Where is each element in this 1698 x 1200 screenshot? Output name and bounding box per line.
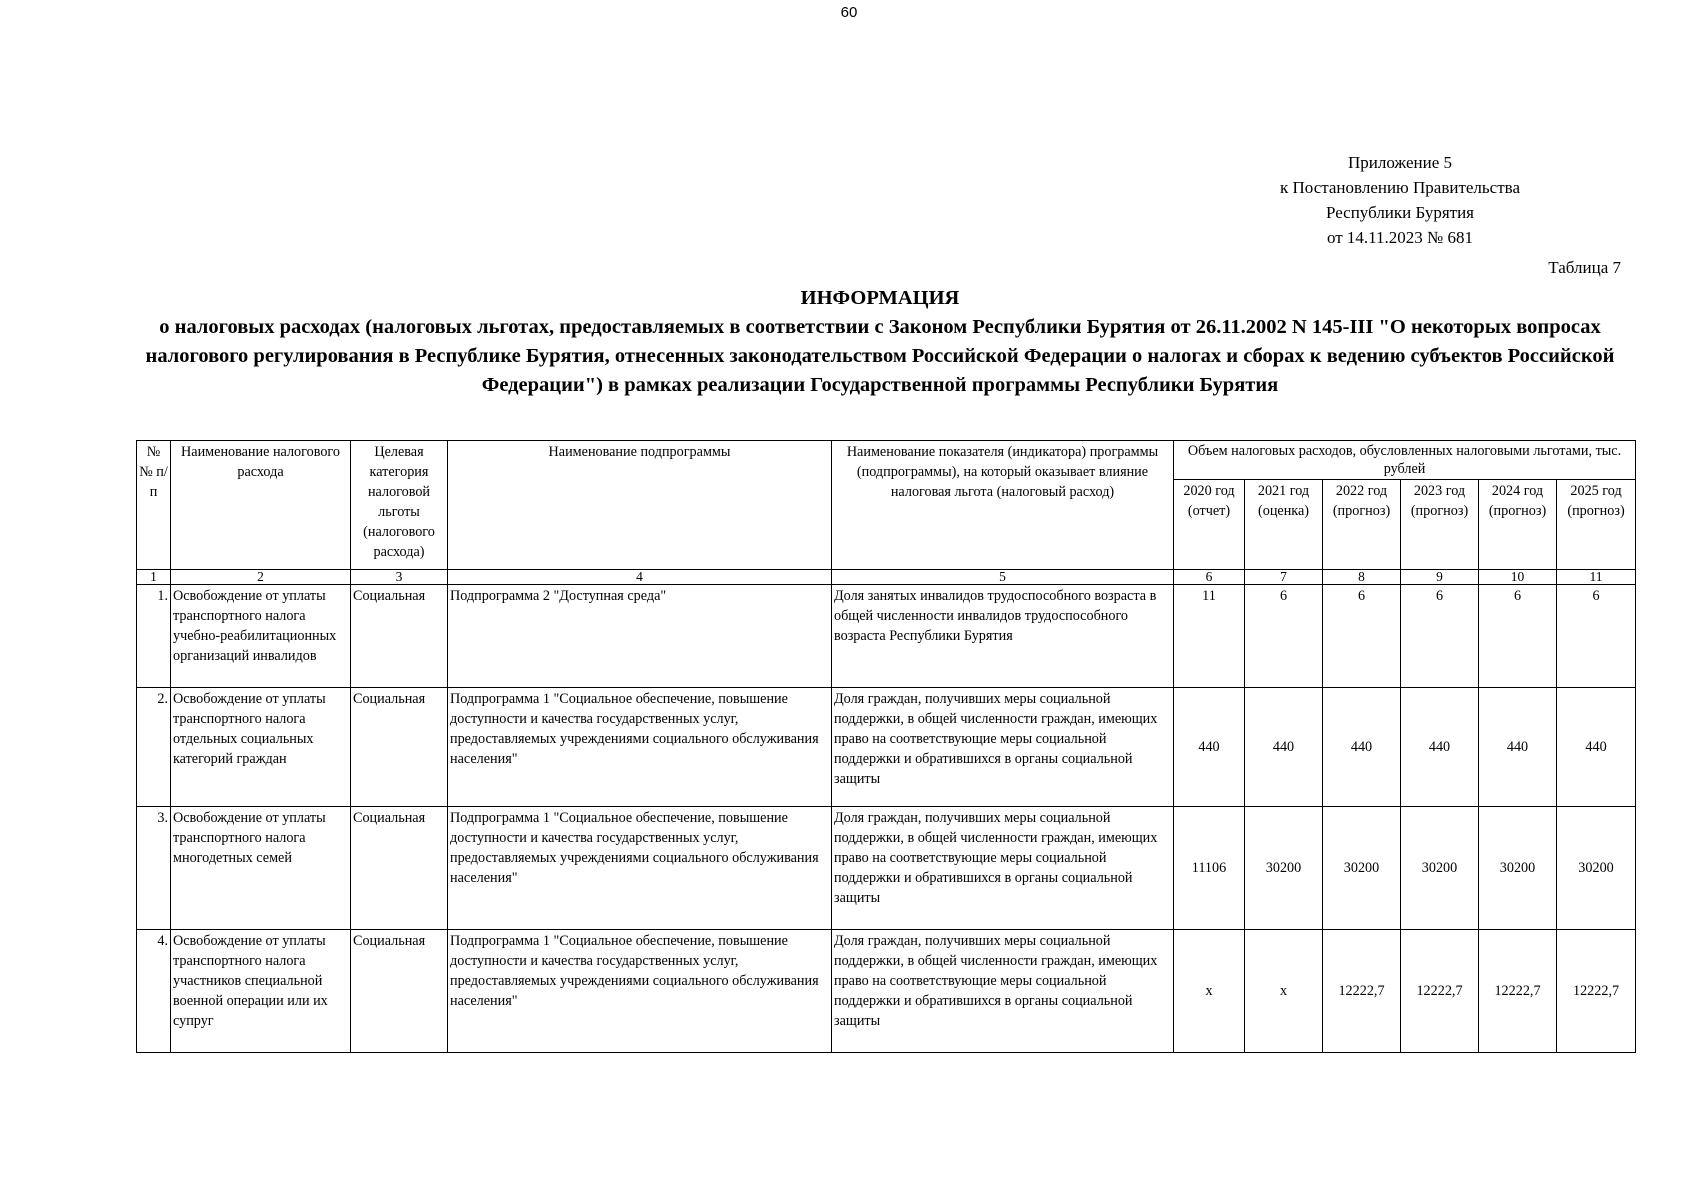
row-value: х: [1174, 930, 1245, 1053]
row-subprogram: Подпрограмма 1 "Социальное обеспечение, повышение доступности и качества государственных услуг, предоставляемых учреждениями социального обслуживания населения": [448, 688, 832, 807]
column-number: 1: [137, 570, 171, 585]
header-num: № № п/п: [137, 441, 171, 570]
column-number: 7: [1245, 570, 1323, 585]
row-subprogram: Подпрограмма 2 "Доступная среда": [448, 585, 832, 688]
row-num: 2.: [137, 688, 171, 807]
column-number: 10: [1479, 570, 1557, 585]
row-value: 11: [1174, 585, 1245, 688]
table-number: Таблица 7: [1548, 258, 1621, 277]
row-value: 6: [1479, 585, 1557, 688]
header-year: 2023 год (прогноз): [1401, 480, 1479, 570]
row-value: 440: [1174, 688, 1245, 807]
row-name: Освобождение от уплаты транспортного налога отдельных социальных категорий граждан: [171, 688, 351, 807]
column-number: 4: [448, 570, 832, 585]
header-indicator: Наименование показателя (индикатора) программы (подпрограммы), на который оказывает влияние налоговая льгота (налоговый расход): [832, 441, 1174, 570]
row-value: 30200: [1323, 807, 1401, 930]
tax-expenditure-table: [136, 440, 1636, 1053]
column-number: 5: [832, 570, 1174, 585]
row-value: 12222,7: [1479, 930, 1557, 1053]
row-value: 440: [1323, 688, 1401, 807]
row-indicator: Доля граждан, получивших меры социальной поддержки, в общей численности граждан, имеющих право на соответствующие меры социальной поддержки и обратившихся в органы социальной защиты: [832, 807, 1174, 930]
row-name: Освобождение от уплаты транспортного налога многодетных семей: [171, 807, 351, 930]
row-value: 11106: [1174, 807, 1245, 930]
row-value: 30200: [1245, 807, 1323, 930]
header-year: 2024 год (прогноз): [1479, 480, 1557, 570]
appendix-line: Приложение 5: [1348, 153, 1452, 172]
column-number: 6: [1174, 570, 1245, 585]
row-indicator: Доля граждан, получивших меры социальной поддержки, в общей численности граждан, имеющих право на соответствующие меры социальной поддержки и обратившихся в органы социальной защиты: [832, 688, 1174, 807]
header-year: 2022 год (прогноз): [1323, 480, 1401, 570]
row-indicator: Доля занятых инвалидов трудоспособного возраста в общей численности инвалидов трудоспособного возраста Республики Бурятия: [832, 585, 1174, 688]
header-row: [137, 441, 1636, 480]
header-volume-group: Объем налоговых расходов, обусловленных налоговыми льготами, тыс. рублей: [1174, 441, 1636, 480]
column-number: 8: [1323, 570, 1401, 585]
table-row: [137, 688, 1636, 807]
row-value: 440: [1479, 688, 1557, 807]
row-category: Социальная: [351, 930, 448, 1053]
header-year: 2025 год (прогноз): [1557, 480, 1636, 570]
row-category: Социальная: [351, 585, 448, 688]
row-indicator: Доля граждан, получивших меры социальной поддержки, в общей численности граждан, имеющих право на соответствующие меры социальной поддержки и обратившихся в органы социальной защиты: [832, 930, 1174, 1053]
table-row: [137, 930, 1636, 1053]
table-row: [137, 585, 1636, 688]
row-value: 6: [1323, 585, 1401, 688]
row-value: 6: [1245, 585, 1323, 688]
row-subprogram: Подпрограмма 1 "Социальное обеспечение, повышение доступности и качества государственных услуг, предоставляемых учреждениями социального обслуживания населения": [448, 930, 832, 1053]
row-category: Социальная: [351, 688, 448, 807]
row-value: 12222,7: [1557, 930, 1636, 1053]
row-value: 6: [1557, 585, 1636, 688]
row-value: 30200: [1557, 807, 1636, 930]
row-value: х: [1245, 930, 1323, 1053]
row-value: 440: [1245, 688, 1323, 807]
row-subprogram: Подпрограмма 1 "Социальное обеспечение, повышение доступности и качества государственных услуг, предоставляемых учреждениями социального обслуживания населения": [448, 807, 832, 930]
column-number-row: [137, 570, 1636, 585]
row-name: Освобождение от уплаты транспортного налога участников специальной военной операции или их супруг: [171, 930, 351, 1053]
row-category: Социальная: [351, 807, 448, 930]
row-num: 3.: [137, 807, 171, 930]
column-number: 2: [171, 570, 351, 585]
appendix-line: к Постановлению Правительства: [1280, 178, 1520, 197]
row-num: 1.: [137, 585, 171, 688]
document-title: [130, 284, 1630, 400]
header-name: Наименование налогового расхода: [171, 441, 351, 570]
appendix-line: от 14.11.2023 № 681: [1326, 228, 1474, 247]
column-number: 9: [1401, 570, 1479, 585]
header-year: 2020 год (отчет): [1174, 480, 1245, 570]
row-value: 30200: [1401, 807, 1479, 930]
appendix-line: Республики Бурятия: [1325, 203, 1475, 222]
header-category: Целевая категория налоговой льготы (налогового расхода): [351, 441, 448, 570]
column-number: 11: [1557, 570, 1636, 585]
appendix-block: [1240, 150, 1560, 250]
row-value: 12222,7: [1323, 930, 1401, 1053]
page-number: 60: [840, 4, 858, 21]
row-name: Освобождение от уплаты транспортного налога учебно-реабилитационных организаций инвалидов: [171, 585, 351, 688]
header-year: 2021 год (оценка): [1245, 480, 1323, 570]
column-number: 3: [351, 570, 448, 585]
row-value: 30200: [1479, 807, 1557, 930]
header-subprogram: Наименование подпрограммы: [448, 441, 832, 570]
row-value: 12222,7: [1401, 930, 1479, 1053]
row-value: 6: [1401, 585, 1479, 688]
row-num: 4.: [137, 930, 171, 1053]
title-subtitle: о налоговых расходах (налоговых льготах, предоставляемых в соответствии с Законом Республики Бурятия от 26.11.2002 N 145-III "О некоторых вопросах налогового регулирования в Республике Бурятия, отнесенных законодательством Российской Федерации о налогах и сборах к ведению субъектов Российской Федерации") в рамках реализации Государственной программы Республики Бурятия: [145, 316, 1615, 396]
table-row: [137, 807, 1636, 930]
row-value: 440: [1557, 688, 1636, 807]
title-main: ИНФОРМАЦИЯ: [800, 287, 960, 309]
row-value: 440: [1401, 688, 1479, 807]
